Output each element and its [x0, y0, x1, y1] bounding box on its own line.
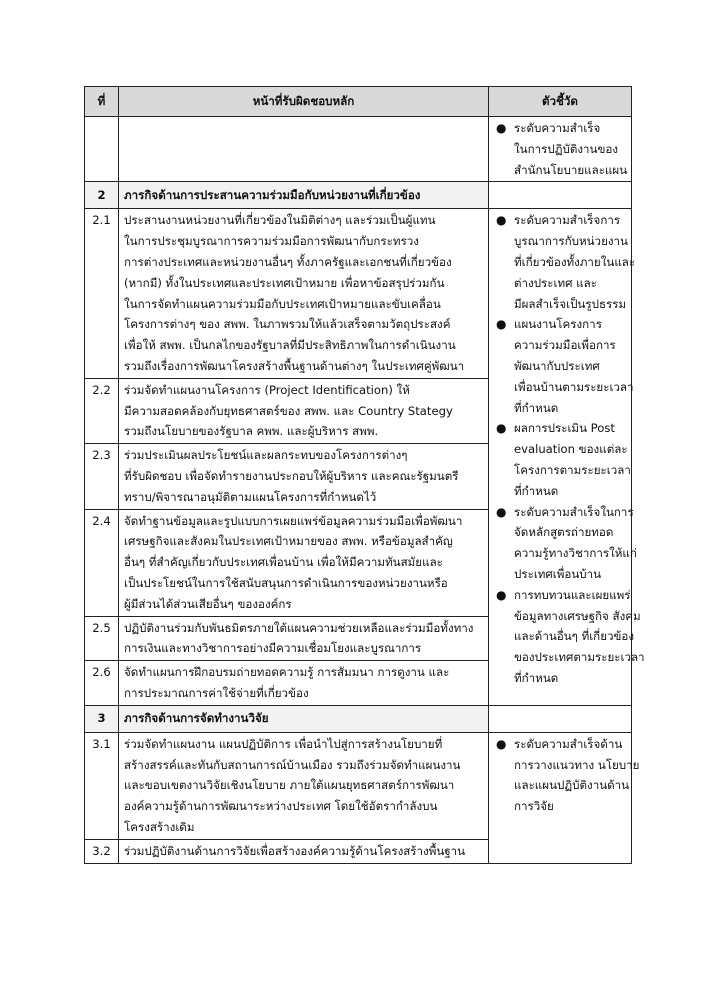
item-2-5-no: 2.5	[85, 616, 119, 661]
section-2-indicators-cell	[489, 209, 645, 705]
item-2-2-no: 2.2	[85, 378, 119, 443]
item-2-3-no: 2.3	[85, 444, 119, 509]
table-row	[85, 209, 632, 378]
item-2-1-text: ประสานงานหน่วยงานที่เกี่ยวข้องในมิติต่างๆ และร่วมเป็นผู้แทน ในการประชุมบูรณาการความร่วมมือการพัฒนากับกระทรวง การต่างประเทศและหน่วยงานอื่นๆ ทั้งภาครัฐและเอกชนที่เกี่ยวข้อง (หากมี) ทั้งในประเทศและประเทศเป้าหมาย เพื่อหาข้อสรุปร่วมกัน ในการจัดทำแผนความร่วมมือกับประเทศเป้าหมายและขับเคลื่อน โครงการต่างๆ ของ สพพ. ในภาพรวมให้แล้วเสร็จตามวัตถุประสงค์ เพื่อให้ สพพ. เป็นกลไกของรัฐบาลที่มีประสิทธิภาพในการดำเนินงาน รวมถึงเรื่องการพัฒนาโครงสร้างพื้นฐานด้านต่างๆ ในประเทศคู่พัฒนา	[119, 209, 489, 378]
item-2-1-no: 2.1	[85, 209, 119, 378]
bullet-icon: ●	[496, 736, 507, 751]
section-2-no: 2	[85, 182, 119, 209]
item-2-4-no: 2.4	[85, 509, 119, 616]
bullet-icon: ●	[496, 504, 507, 519]
indicator-item: ● การทบทวนและเผยแพร่ ข้อมูลทางเศรษฐกิจ สังคม และด้านอื่นๆ ที่เกี่ยวข้อง ของประเทศตามระยะเวลา ที่กำหนด	[494, 585, 626, 689]
table-header-row	[85, 87, 632, 117]
indicator-item: ● ผลการประเมิน Post evaluation ของแต่ละ โครงการตามระยะเวลา ที่กำหนด	[494, 418, 626, 501]
continued-row	[85, 117, 632, 182]
item-3-1-no: 3.1	[85, 732, 119, 839]
continued-responsibility-cell	[119, 117, 489, 182]
continued-indicator-cell	[489, 117, 632, 182]
bullet-icon: ●	[496, 421, 507, 436]
section-3-header-row	[85, 705, 632, 732]
item-2-6-text: จัดทำแผนการฝึกอบรมถ่ายทอดความรู้ การสัมมนา การดูงาน และ การประมาณการค่าใช้จ่ายที่เกี่ยวข้อง	[119, 661, 489, 706]
header-responsibility: หน้าที่รับผิดชอบหลัก	[119, 87, 489, 117]
indicator-item: ● ระดับความสำเร็จการ บูรณาการกับหน่วยงาน ที่เกี่ยวข้องทั้งภายในและ ต่างประเทศ และ มีผลสำเร็จเป็นรูปธรรม	[494, 210, 626, 314]
section-3-empty-cell	[489, 705, 632, 732]
section-3-no: 3	[85, 705, 119, 732]
section-3-title: ภารกิจด้านการจัดทำงานวิจัย	[119, 705, 489, 732]
item-2-4-text: จัดทำฐานข้อมูลและรูปแบบการเผยแพร่ข้อมูลความร่วมมือเพื่อพัฒนา เศรษฐกิจและสังคมในประเทศเป้าหมายของ สพพ. หรือข้อมูลสำคัญ อื่นๆ ที่สำคัญเกี่ยวกับประเทศเพื่อนบ้าน เพื่อให้มีความทันสมัยและ เป็นประโยชน์ในการใช้สนับสนุนการดำเนินการของหน่วยงานหรือ ผู้มีส่วนได้ส่วนเสียอื่นๆ ขององค์กร	[119, 509, 489, 616]
item-3-2-text: ร่วมปฏิบัติงานด้านการวิจัยเพื่อสร้างองค์ความรู้ด้านโครงสร้างพื้นฐาน	[119, 839, 489, 863]
item-2-2-text: ร่วมจัดทำแผนงานโครงการ (Project Identification) ให้ มีความสอดคล้องกับยุทธศาสตร์ของ สพพ. และ Country Stategy รวมถึงนโยบายของรัฐบาล คพพ. และผู้บริหาร สพพ.	[119, 378, 489, 443]
bullet-icon: ●	[496, 317, 507, 332]
bullet-icon: ●	[496, 121, 507, 135]
indicator-item: ● ระดับความสำเร็จ ในการปฏิบัติงานของ สำนักนโยบายและแผน	[494, 118, 626, 180]
indicator-item: ● ระดับความสำเร็จในการ จัดหลักสูตรถ่ายทอด ความรู้ทางวิชาการให้แก่ ประเทศเพื่อนบ้าน	[494, 502, 626, 585]
bullet-icon: ●	[496, 213, 507, 228]
section-2-header-row	[85, 182, 632, 209]
responsibilities-table	[84, 86, 645, 864]
continued-no-cell	[85, 117, 119, 182]
item-3-2-no: 3.2	[85, 839, 119, 863]
item-3-1-text: ร่วมจัดทำแผนงาน แผนปฏิบัติการ เพื่อนำไปสู่การสร้างนโยบายที่ สร้างสรรค์และทันกับสถานการณ์บ้านเมือง รวมถึงร่วมจัดทำแผนงาน และขอบเขตงานวิจัยเชิงนโยบาย ภายใต้แผนยุทธศาสตร์การพัฒนา องค์ความรู้ด้านการพัฒนาระหว่างประเทศ โดยใช้อัตรากำลังบน โครงสร้างเดิม	[119, 732, 489, 839]
item-2-6-no: 2.6	[85, 661, 119, 706]
item-2-5-text: ปฏิบัติงานร่วมกับพันธมิตรภายใต้แผนความช่วยเหลือและร่วมมือทั้งทาง การเงินและทางวิชาการอย่างมีความเชื่อมโยงและบูรณาการ	[119, 616, 489, 661]
table-row	[85, 732, 632, 839]
indicator-item: ● ระดับความสำเร็จด้าน การวางแนวทาง นโยบาย และแผนปฏิบัติงานด้าน การวิจัย	[494, 734, 626, 817]
indicator-item: ● แผนงานโครงการ ความร่วมมือเพื่อการ พัฒนากับประเทศ เพื่อนบ้านตามระยะเวลา ที่กำหนด	[494, 314, 626, 418]
bullet-icon: ●	[496, 587, 507, 602]
section-2-empty-cell	[489, 182, 632, 209]
section-2-title: ภารกิจด้านการประสานความร่วมมือกับหน่วยงานที่เกี่ยวข้อง	[119, 182, 489, 209]
header-indicator: ตัวชี้วัด	[489, 87, 632, 117]
header-no: ที่	[85, 87, 119, 117]
item-2-3-text: ร่วมประเมินผลประโยชน์และผลกระทบของโครงการต่างๆ ที่รับผิดชอบ เพื่อจัดทำรายงานประกอบให้ผู้บริหาร และคณะรัฐมนตรี ทราบ/พิจารณาอนุมัติตามแผนโครงการที่กำหนดไว้	[119, 444, 489, 509]
section-3-indicators-cell	[489, 732, 640, 863]
